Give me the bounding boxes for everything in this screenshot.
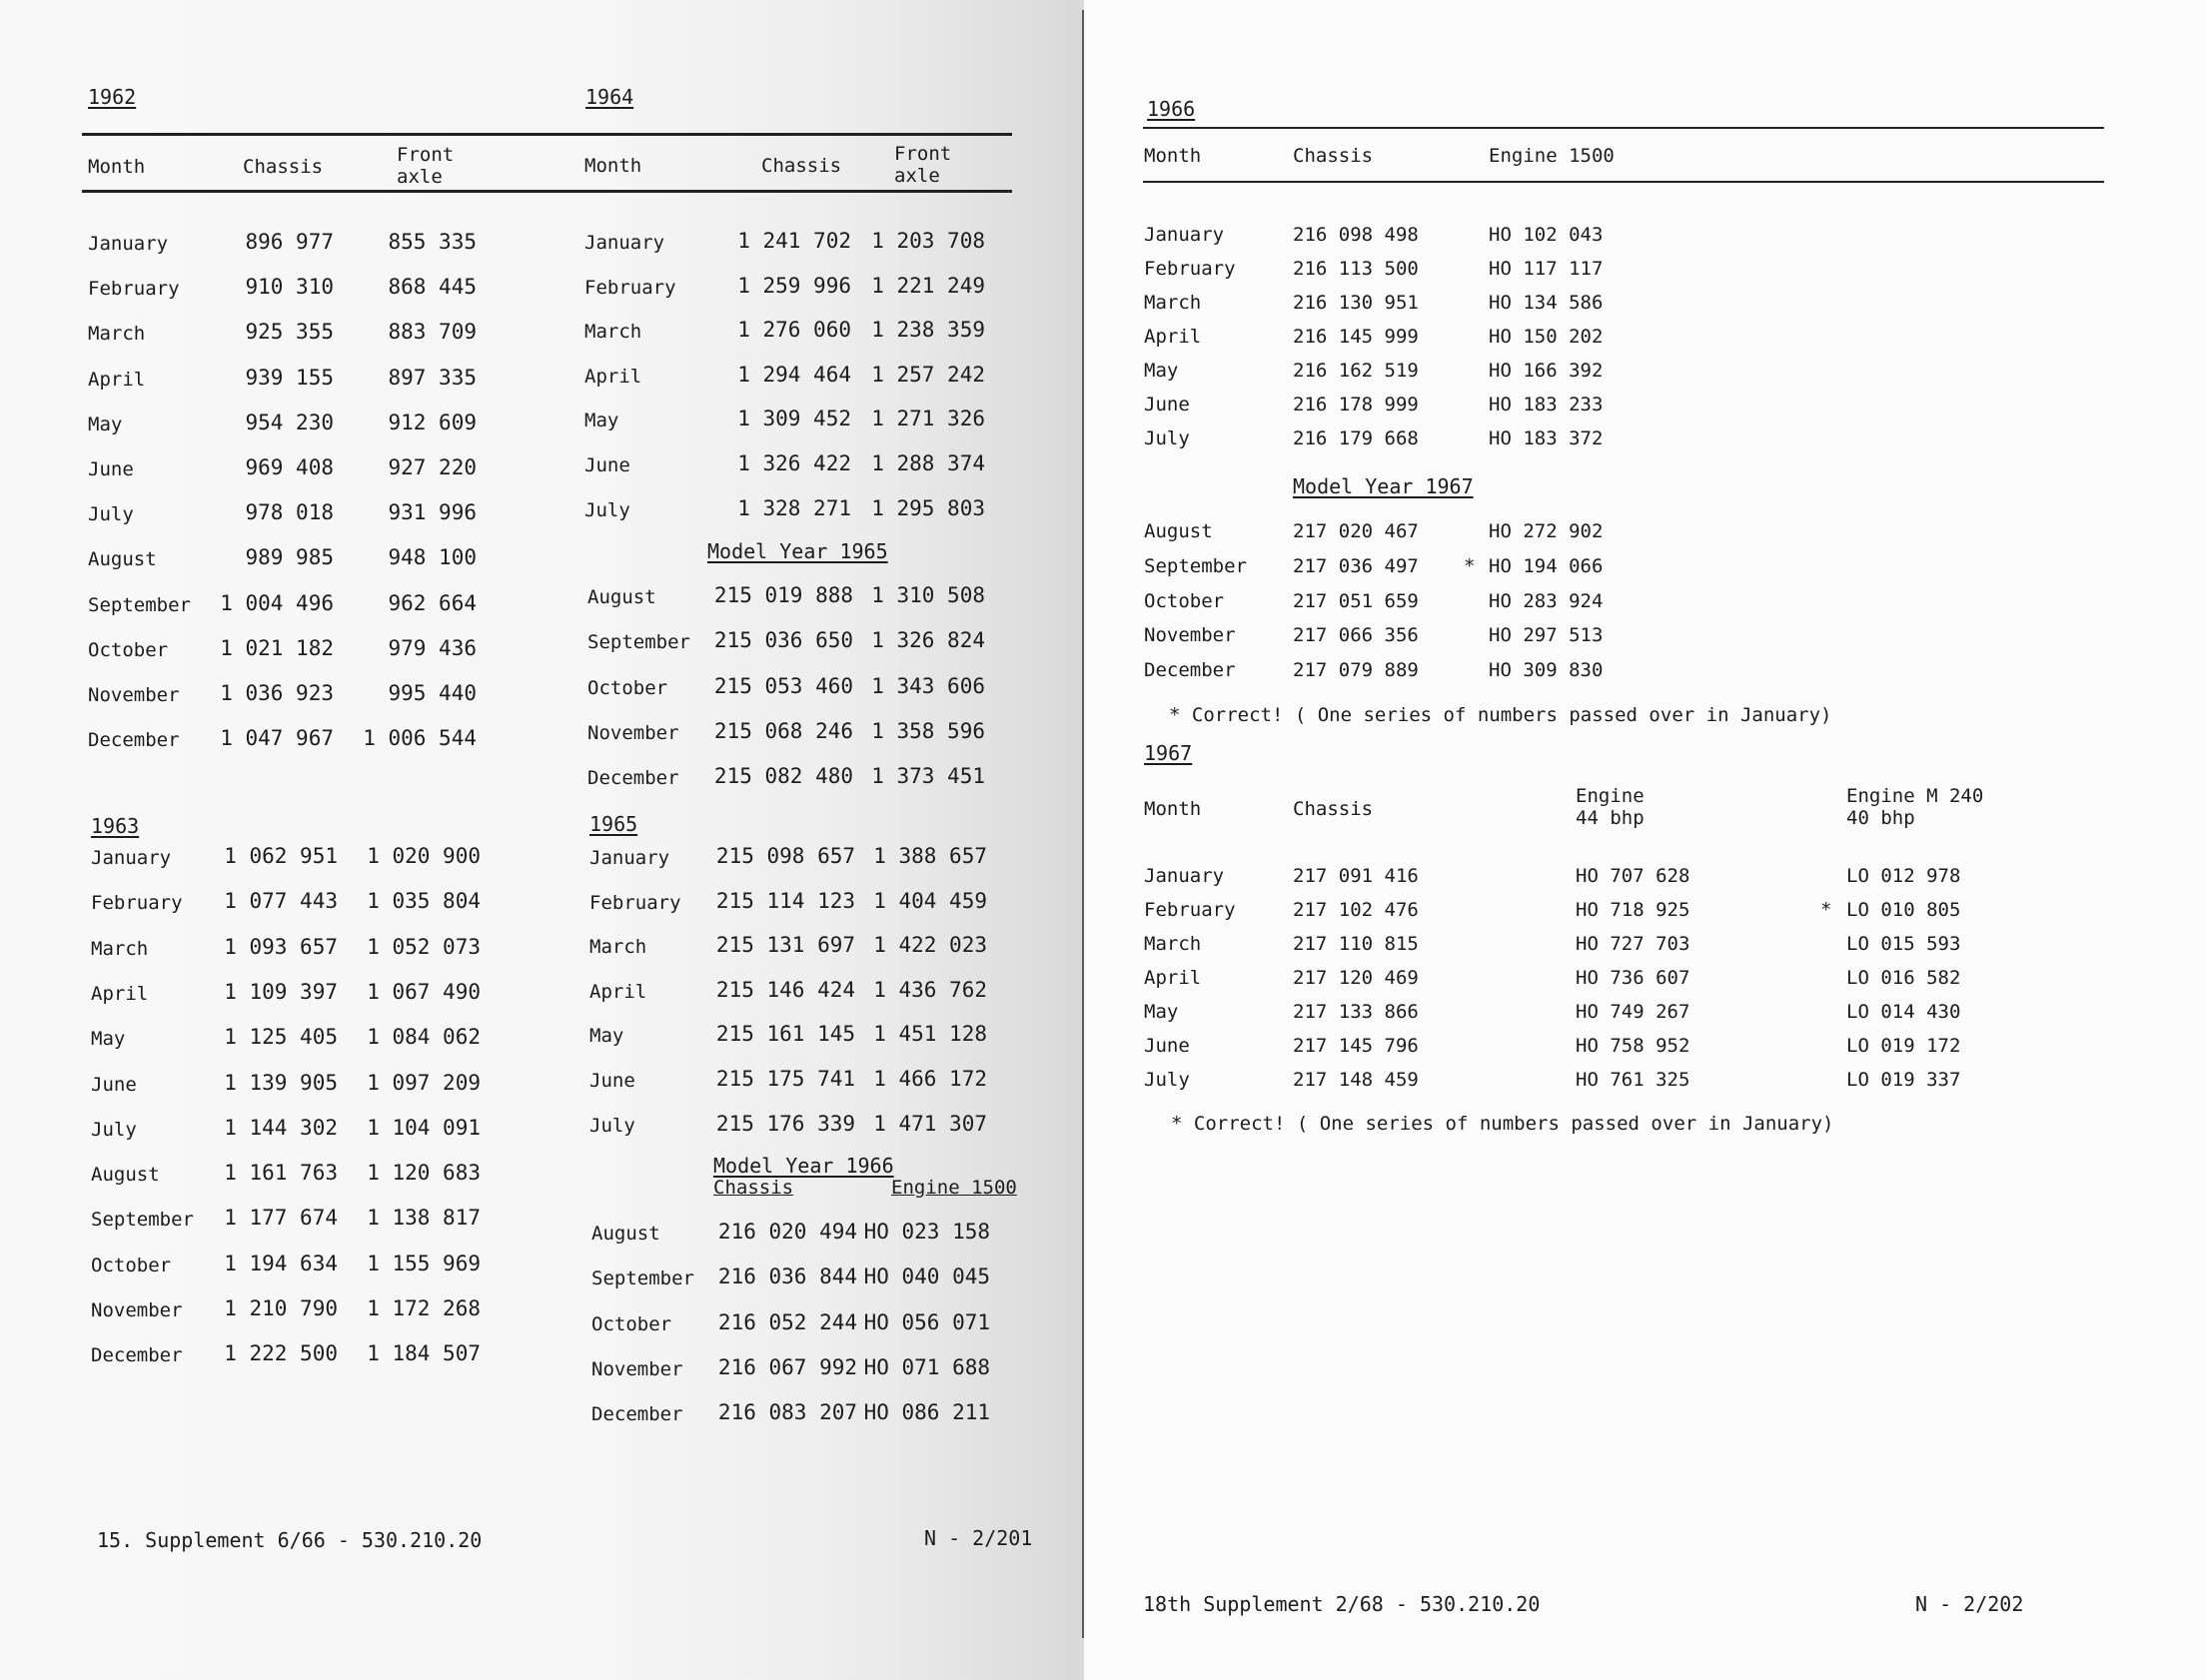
chassis-cell: 925 355 [245,320,334,345]
chassis-cell: 216 067 992 [717,1354,857,1379]
model-year-1966-engine-header: Engine 1500 [891,1177,1017,1199]
chassis-cell: 1 047 967 [220,726,334,751]
chassis-cell: 969 408 [245,455,334,479]
header-month-1966: Month [1144,145,1202,167]
front-axle-cell: 927 220 [388,455,477,479]
month-cell: June [584,454,630,476]
month-cell: August [88,548,157,571]
month-cell: July [589,1114,635,1137]
header-front-1962: Front [397,144,455,166]
month-cell: May [589,1025,624,1048]
front-axle-cell: 868 445 [388,275,477,300]
model-year-1965-label: Model Year 1965 [707,539,888,563]
front-axle-cell: 1 084 062 [367,1025,481,1050]
model-year-1966-label: Model Year 1966 [713,1154,894,1178]
chassis-cell: 939 155 [245,365,334,390]
front-axle-cell: 1 471 307 [873,1111,987,1136]
chassis-cell: 217 036 497 [1293,554,1419,577]
month-cell: January [1144,865,1225,887]
chassis-cell: 1 139 905 [224,1070,338,1095]
chassis-cell: 216 145 999 [1293,326,1419,348]
chassis-cell: 989 985 [245,545,334,570]
month-cell: September [587,631,690,654]
front-axle-cell: 1 120 683 [367,1161,481,1186]
engine-44-cell: HO 758 952 [1576,1035,1690,1057]
chassis-cell: 215 131 697 [715,933,855,958]
chassis-cell: 1 194 634 [224,1251,338,1275]
month-cell: August [591,1223,660,1245]
header-chassis-1962: Chassis [243,156,324,178]
year-1963-heading: 1963 [91,814,140,838]
engine-m240-cell: LO 019 172 [1846,1035,1961,1057]
table-1966-header-rule [1143,181,2104,183]
model-year-1966-chassis-header: Chassis [713,1177,794,1199]
chassis-cell: 217 120 469 [1293,967,1419,989]
month-cell: October [1144,589,1225,612]
table-1966-top-rule [1143,127,2104,129]
header-month-1964: Month [584,155,642,177]
chassis-cell: 216 179 668 [1293,427,1419,449]
month-cell: April [1144,967,1202,989]
month-cell: January [91,847,172,869]
chassis-cell: 215 036 650 [713,628,853,653]
front-axle-cell: 948 100 [388,545,477,570]
front-axle-cell: 897 335 [388,365,477,390]
chassis-cell: 215 068 246 [713,718,853,743]
front-axle-cell: 1 097 209 [367,1070,481,1095]
month-cell: October [88,638,169,661]
chassis-cell: 910 310 [245,275,334,300]
month-cell: May [91,1028,126,1051]
front-axle-cell: 1 155 969 [367,1251,481,1275]
right-page [1084,0,2207,1680]
chassis-cell: 217 148 459 [1293,1069,1419,1091]
chassis-cell: 215 098 657 [715,844,855,868]
chassis-cell: 217 066 356 [1293,624,1419,647]
chassis-cell: 216 098 498 [1293,224,1419,246]
year-1964-heading: 1964 [585,85,634,109]
front-axle-cell: 1 257 242 [871,362,985,387]
front-axle-cell: 883 709 [388,320,477,345]
month-cell: May [88,413,123,435]
month-cell: July [88,503,134,526]
month-cell: March [91,937,149,960]
engine-m240-cell: LO 019 337 [1846,1069,1961,1091]
engine-44-cell: HO 761 325 [1576,1069,1690,1091]
month-cell: April [1144,326,1202,348]
month-cell: July [584,498,630,521]
month-cell: June [1144,1035,1190,1057]
month-cell: January [584,232,665,254]
engine-cell: HO 102 043 [1489,224,1604,246]
header-chassis-1964: Chassis [761,155,842,177]
front-axle-cell: 1 104 091 [367,1115,481,1140]
month-cell: June [88,458,134,480]
header-engine-m240-line2: 40 bhp [1846,807,1915,829]
chassis-cell: 216 083 207 [717,1400,857,1425]
month-cell: August [587,586,656,608]
chassis-cell: 1 077 443 [224,889,338,914]
month-cell: July [1144,1069,1190,1091]
engine-cell: HO 309 830 [1489,659,1604,682]
engine-m240-cell: LO 010 805 [1846,899,1961,921]
month-cell: June [91,1073,137,1096]
month-cell: April [584,365,642,388]
chassis-cell: 215 175 741 [715,1067,855,1091]
front-axle-cell: 931 996 [388,500,477,525]
chassis-cell: 215 082 480 [713,764,853,789]
front-axle-cell: 1 388 657 [873,844,987,868]
engine-cell: HO 283 924 [1489,589,1604,612]
chassis-cell: 217 102 476 [1293,899,1419,921]
engine-cell: HO 134 586 [1489,292,1604,314]
page-number-left: N - 2/201 [924,1526,1033,1550]
correction-mark: * [1820,899,1832,921]
engine-cell: HO 194 066 [1489,554,1604,577]
engine-44-cell: HO 736 607 [1576,967,1690,989]
correction-note-1966: * Correct! ( One series of numbers passed over in January) [1169,704,1832,726]
month-cell: December [1144,659,1236,682]
chassis-cell: 215 053 460 [713,673,853,698]
month-cell: February [1144,899,1236,921]
front-axle-cell: 1 288 374 [871,451,985,475]
engine-cell: HO 297 513 [1489,624,1604,647]
front-axle-cell: 1 067 490 [367,979,481,1004]
front-axle-cell: 1 271 326 [871,407,985,431]
month-cell: October [91,1254,172,1276]
engine-cell: HO 071 688 [863,1354,990,1379]
engine-44-cell: HO 727 703 [1576,933,1690,955]
header-engine-44-line2: 44 bhp [1576,807,1645,829]
front-axle-cell: 1 138 817 [367,1206,481,1231]
chassis-cell: 216 113 500 [1293,258,1419,280]
month-cell: November [587,721,679,744]
chassis-cell: 216 130 951 [1293,292,1419,314]
chassis-cell: 217 145 796 [1293,1035,1419,1057]
month-cell: November [591,1357,683,1380]
chassis-cell: 1 326 422 [737,451,851,475]
front-axle-cell: 1 238 359 [871,318,985,343]
front-axle-cell: 1 436 762 [873,977,987,1002]
header-month-1967: Month [1144,798,1202,820]
month-cell: April [88,368,146,391]
month-cell: November [88,684,180,706]
front-axle-cell: 995 440 [388,681,477,705]
header-month-1962: Month [88,156,146,178]
chassis-cell: 215 114 123 [715,888,855,913]
chassis-cell: 1 161 763 [224,1161,338,1186]
front-axle-cell: 1 006 544 [363,726,477,751]
chassis-cell: 1 309 452 [737,407,851,431]
front-axle-cell: 1 172 268 [367,1296,481,1320]
engine-cell: HO 183 233 [1489,394,1604,416]
month-cell: September [591,1267,694,1290]
engine-cell: HO 150 202 [1489,326,1604,348]
chassis-cell: 1 294 464 [737,362,851,387]
front-axle-cell: 1 358 596 [871,718,985,743]
chassis-cell: 217 133 866 [1293,1001,1419,1023]
engine-m240-cell: LO 016 582 [1846,967,1961,989]
front-axle-cell: 1 295 803 [871,495,985,520]
chassis-cell: 1 036 923 [220,681,334,705]
chassis-cell: 1 093 657 [224,934,338,959]
chassis-cell: 1 222 500 [224,1341,338,1366]
month-cell: December [91,1344,183,1367]
chassis-cell: 217 051 659 [1293,589,1419,612]
chassis-cell: 1 210 790 [224,1296,338,1320]
front-axle-cell: 1 203 708 [871,229,985,253]
header-axle-1964: axle [894,165,940,187]
engine-m240-cell: LO 012 978 [1846,865,1961,887]
month-cell: April [589,980,647,1003]
chassis-cell: 217 020 467 [1293,520,1419,542]
month-cell: January [1144,224,1225,246]
month-cell: February [1144,258,1236,280]
chassis-cell: 215 176 339 [715,1111,855,1136]
month-cell: December [88,729,180,752]
engine-cell: HO 086 211 [863,1400,990,1425]
month-cell: October [591,1312,672,1335]
engine-m240-cell: LO 015 593 [1846,933,1961,955]
engine-cell: HO 117 117 [1489,258,1604,280]
chassis-cell: 896 977 [245,230,334,254]
chassis-cell: 1 276 060 [737,318,851,343]
chassis-cell: 216 178 999 [1293,394,1419,416]
chassis-cell: 216 162 519 [1293,360,1419,382]
model-year-1967-label: Model Year 1967 [1293,474,1474,498]
chassis-cell: 978 018 [245,500,334,525]
front-axle-cell: 1 466 172 [873,1067,987,1091]
front-axle-cell: 855 335 [388,230,477,254]
header-engine-1966: Engine 1500 [1489,145,1615,167]
month-cell: September [1144,554,1247,577]
engine-44-cell: HO 707 628 [1576,865,1690,887]
chassis-cell: 217 110 815 [1293,933,1419,955]
month-cell: November [1144,624,1236,647]
month-cell: May [1144,360,1179,382]
front-axle-cell: 979 436 [388,635,477,660]
month-cell: July [1144,427,1190,449]
month-cell: February [584,276,676,299]
month-cell: May [1144,1001,1179,1023]
chassis-cell: 217 079 889 [1293,659,1419,682]
chassis-cell: 1 004 496 [220,590,334,615]
front-axle-cell: 912 609 [388,410,477,434]
month-cell: August [91,1164,160,1187]
header-chassis-1966: Chassis [1293,145,1374,167]
engine-44-cell: HO 718 925 [1576,899,1690,921]
front-axle-cell: 962 664 [388,590,477,615]
chassis-cell: 216 052 244 [717,1309,857,1334]
month-cell: December [587,767,679,790]
footer-right-page: 18th Supplement 2/68 - 530.210.20 [1143,1592,1541,1616]
engine-cell: HO 166 392 [1489,360,1604,382]
chassis-cell: 1 177 674 [224,1206,338,1231]
header-chassis-1967: Chassis [1293,798,1374,820]
chassis-cell: 1 021 182 [220,635,334,660]
engine-cell: HO 183 372 [1489,427,1604,449]
left-page [0,0,1084,1680]
engine-cell: HO 272 902 [1489,520,1604,542]
chassis-cell: 1 109 397 [224,979,338,1004]
month-cell: September [91,1209,194,1232]
year-1966-heading: 1966 [1147,97,1196,121]
chassis-cell: 216 036 844 [717,1264,857,1289]
month-cell: February [589,891,681,914]
header-engine-44-line1: Engine [1576,785,1645,807]
chassis-cell: 215 161 145 [715,1022,855,1047]
month-cell: January [88,233,169,255]
chassis-cell: 1 125 405 [224,1025,338,1050]
month-cell: March [589,936,647,959]
engine-cell: HO 040 045 [863,1264,990,1289]
year-1967-heading: 1967 [1144,741,1193,765]
month-cell: November [91,1299,183,1321]
chassis-cell: 215 146 424 [715,977,855,1002]
chassis-cell: 1 241 702 [737,229,851,253]
engine-cell: HO 056 071 [863,1309,990,1334]
month-cell: September [88,593,191,616]
month-cell: February [88,278,180,301]
month-cell: March [88,323,146,346]
front-axle-cell: 1 035 804 [367,889,481,914]
month-cell: July [91,1118,137,1141]
month-cell: January [589,847,670,869]
front-axle-cell: 1 404 459 [873,888,987,913]
front-axle-cell: 1 343 606 [871,673,985,698]
front-axle-cell: 1 326 824 [871,628,985,653]
chassis-cell: 1 328 271 [737,495,851,520]
front-axle-cell: 1 310 508 [871,583,985,607]
header-front-1964: Front [894,143,952,165]
header-axle-1962: axle [397,166,443,188]
month-cell: March [1144,933,1202,955]
table-header-rule [82,190,1012,193]
correction-note-1967: * Correct! ( One series of numbers passed over in January) [1171,1113,1834,1135]
front-axle-cell: 1 422 023 [873,933,987,958]
month-cell: October [587,676,668,699]
year-1965-heading: 1965 [589,812,638,836]
month-cell: May [584,410,619,432]
month-cell: June [1144,394,1190,416]
month-cell: March [584,321,642,344]
chassis-cell: 216 020 494 [717,1220,857,1244]
month-cell: April [91,982,149,1005]
front-axle-cell: 1 020 900 [367,844,481,868]
chassis-cell: 1 062 951 [224,844,338,868]
chassis-cell: 954 230 [245,410,334,434]
chassis-cell: 215 019 888 [713,583,853,607]
engine-44-cell: HO 749 267 [1576,1001,1690,1023]
year-1962-heading: 1962 [88,85,137,109]
footer-left-page: 15. Supplement 6/66 - 530.210.20 [97,1528,483,1552]
month-cell: December [591,1403,683,1426]
chassis-cell: 1 259 996 [737,273,851,298]
chassis-cell: 1 144 302 [224,1115,338,1140]
month-cell: June [589,1070,635,1092]
engine-cell: HO 023 158 [863,1220,990,1244]
front-axle-cell: 1 451 128 [873,1022,987,1047]
front-axle-cell: 1 052 073 [367,934,481,959]
month-cell: February [91,892,183,915]
month-cell: August [1144,520,1213,542]
page-number-right: N - 2/202 [1915,1592,2024,1616]
front-axle-cell: 1 184 507 [367,1341,481,1366]
chassis-cell: 217 091 416 [1293,865,1419,887]
engine-m240-cell: LO 014 430 [1846,1001,1961,1023]
front-axle-cell: 1 221 249 [871,273,985,298]
month-cell: March [1144,292,1202,314]
front-axle-cell: 1 373 451 [871,764,985,789]
correction-mark: * [1464,554,1476,577]
table-top-rule [82,133,1012,136]
header-engine-m240-line1: Engine M 240 [1846,785,1984,807]
